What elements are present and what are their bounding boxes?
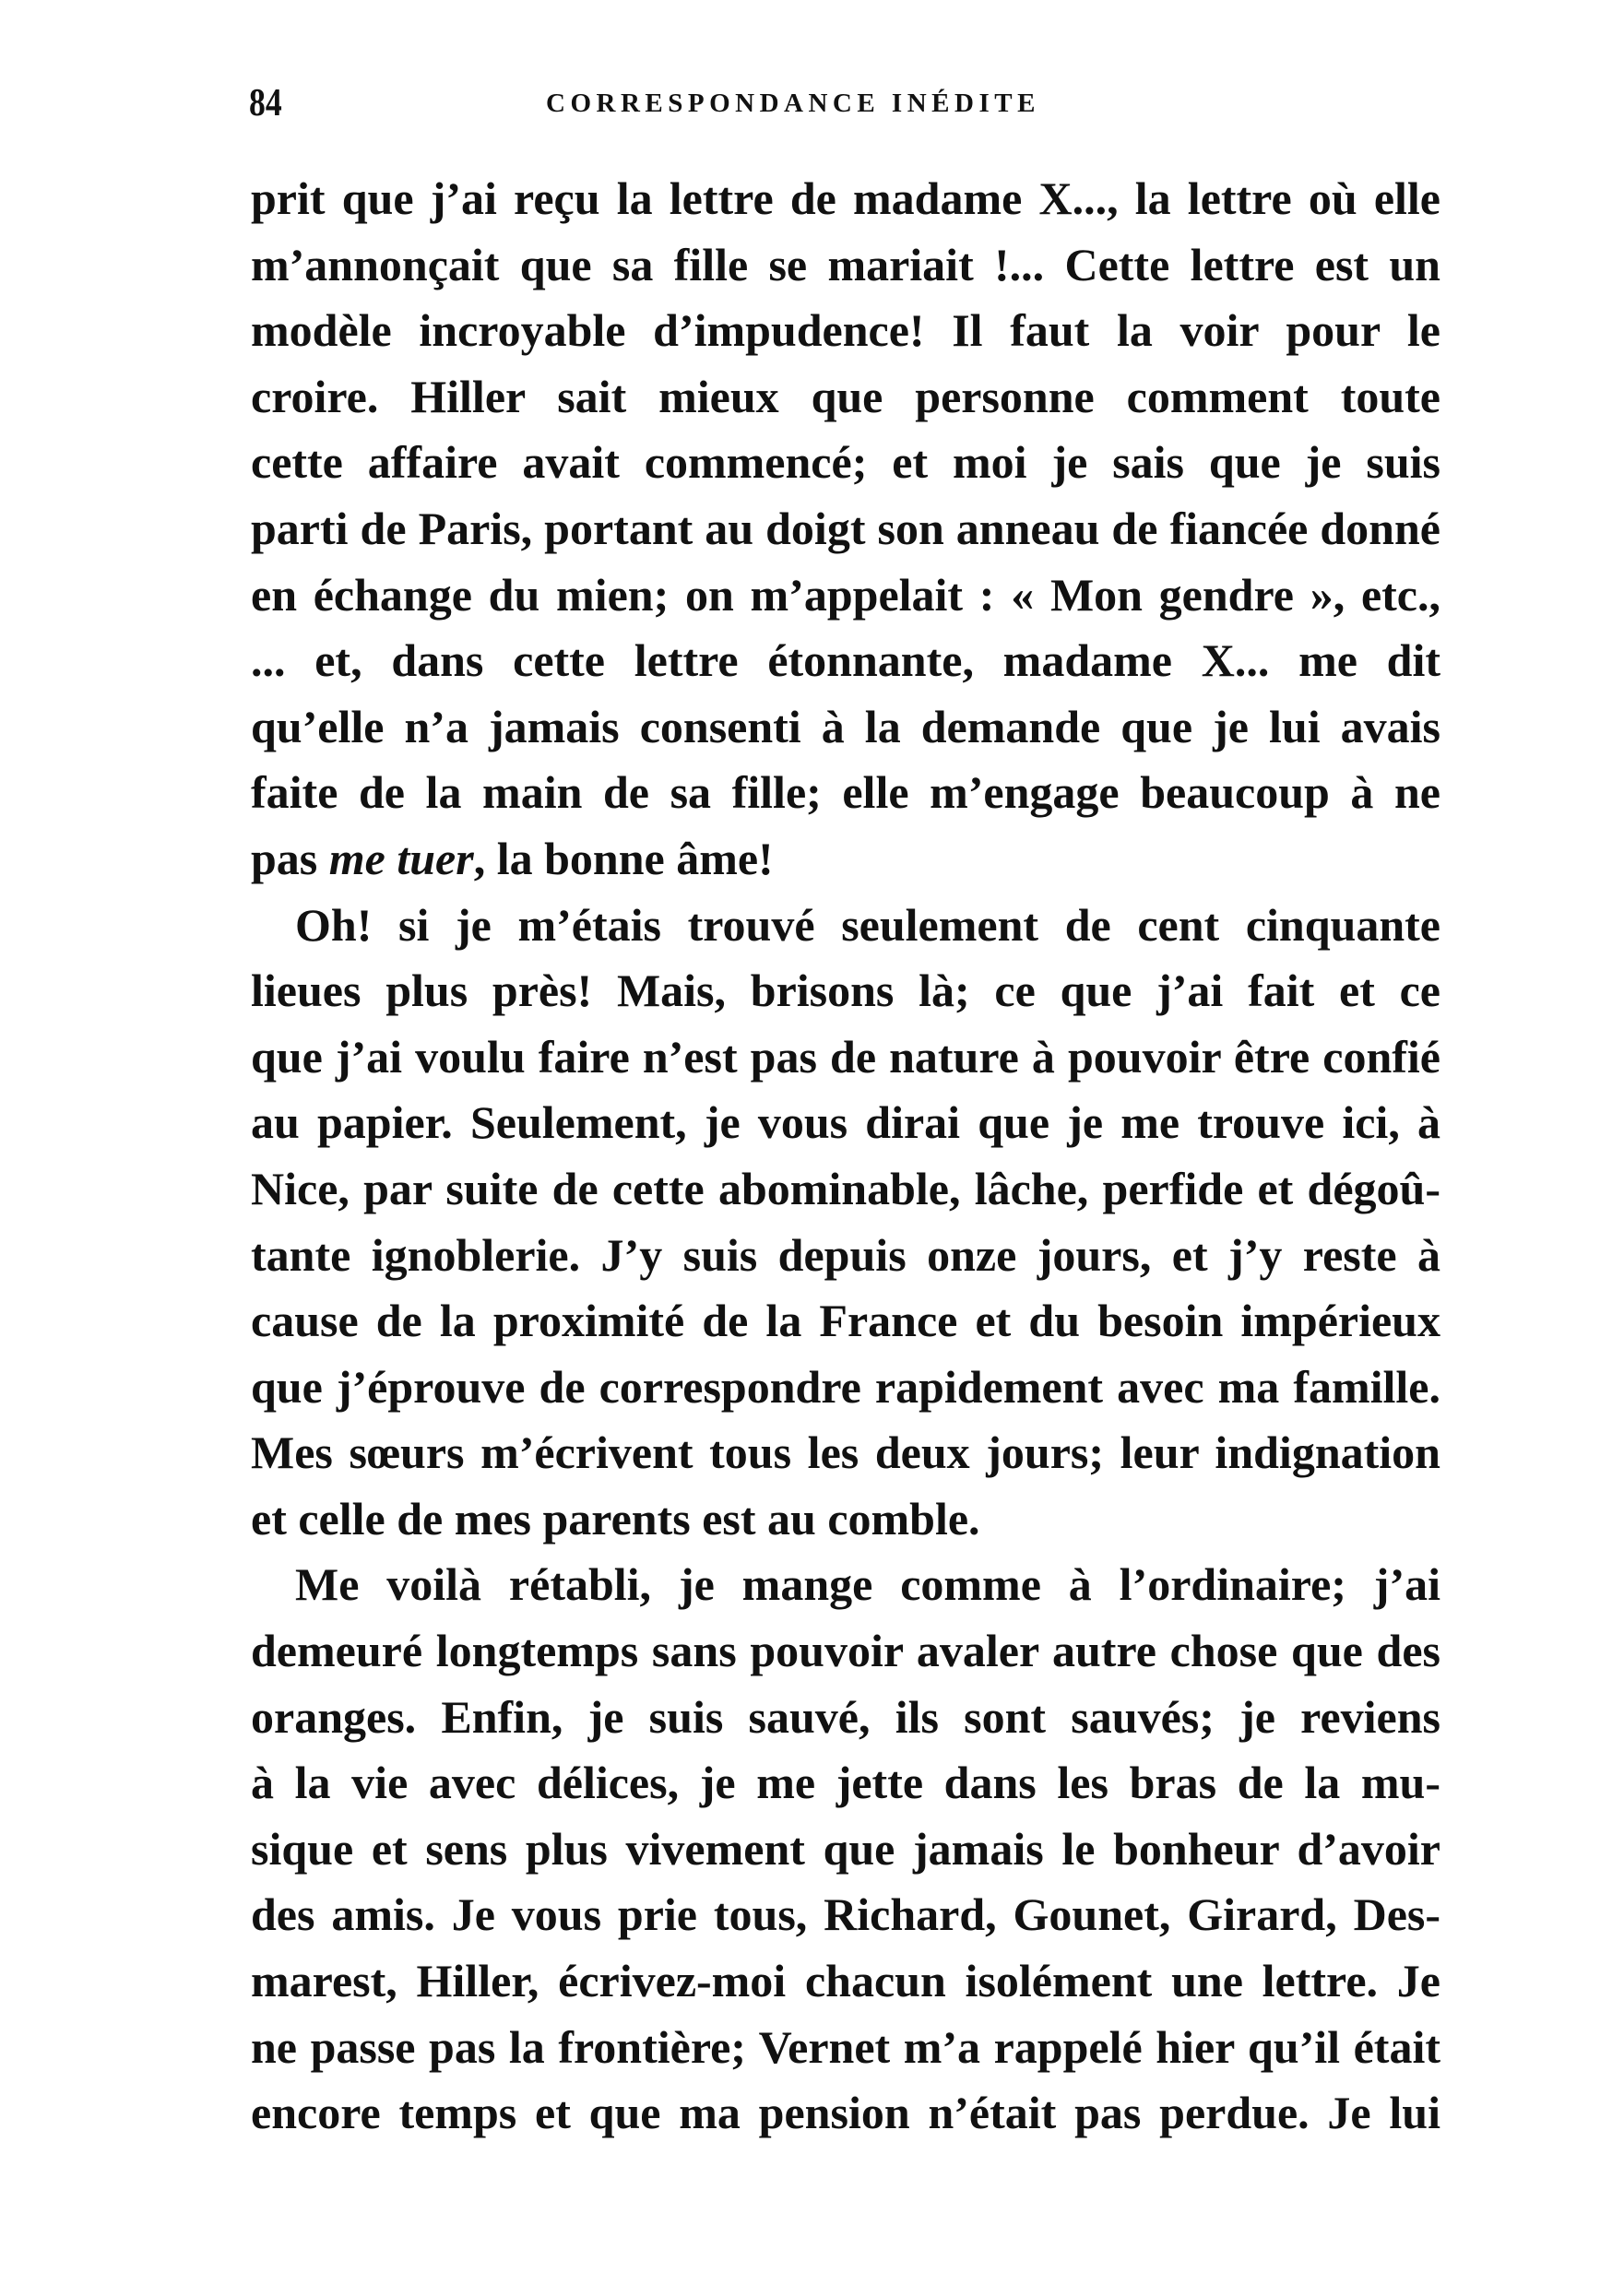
text-line: pas me tuer, la bonne âme! — [251, 832, 774, 884]
text-line: demeuré longtemps sans pouvoir avaler autre chose que des — [251, 1625, 1440, 1677]
paragraph-1 — [251, 166, 1440, 893]
page-number: 84 — [249, 82, 282, 124]
italic-emphasis: me tuer — [328, 832, 474, 884]
text-line: ne passe pas la frontière; Vernet m’a rappelé hier qu’il était — [251, 2020, 1440, 2073]
text-line: Oh! si je m’étais trouvé seulement de cent cinquante — [295, 898, 1440, 951]
text-line: que j’éprouve de correspondre rapidement avec ma famille. — [251, 1360, 1440, 1413]
paragraph-2 — [251, 893, 1440, 1553]
text-line: m’annonçait que sa fille se mariait !... Cette lettre est un — [251, 238, 1440, 290]
text-line: cause de la proximité de la France et du besoin impérieux — [251, 1295, 1440, 1347]
text-line: faite de la main de sa fille; elle m’engage beaucoup à ne — [251, 766, 1440, 819]
text-line: en échange du mien; on m’appelait : « Mon gendre », etc., — [251, 568, 1440, 621]
text-line: encore temps et que ma pension n’était pas perdue. Je lui — [251, 2087, 1440, 2139]
text-line: Nice, par suite de cette abominable, lâche, perfide et dégoû- — [251, 1162, 1440, 1214]
text-line: des amis. Je vous prie tous, Richard, Gounet, Girard, Des- — [251, 1888, 1440, 1941]
text-line: et celle de mes parents est au comble. — [251, 1492, 980, 1544]
body-text — [251, 166, 1440, 2147]
text-line: modèle incroyable d’impudence! Il faut la voir pour le — [251, 304, 1440, 357]
text-line: parti de Paris, portant au doigt son anneau de fiancée donné — [251, 502, 1440, 554]
text-line: qu’elle n’a jamais consenti à la demande que je lui avais — [251, 700, 1440, 752]
text-line: ... et, dans cette lettre étonnante, madame X... me dit — [251, 634, 1440, 687]
running-title: CORRESPONDANCE INÉDITE — [546, 89, 1040, 118]
text-line: à la vie avec délices, je me jette dans les bras de la mu- — [251, 1757, 1440, 1809]
text-line: que j’ai voulu faire n’est pas de nature à pouvoir être confié — [251, 1030, 1440, 1083]
text-line: croire. Hiller sait mieux que personne comment toute — [251, 370, 1440, 422]
text-line: Me voilà rétabli, je mange comme à l’ordinaire; j’ai — [295, 1558, 1440, 1611]
text-line: lieues plus près! Mais, brisons là; ce que j’ai fait et ce — [251, 965, 1440, 1017]
text-line: marest, Hiller, écrivez-moi chacun isolément une lettre. Je — [251, 1955, 1440, 2007]
text-line: prit que j’ai reçu la lettre de madame X..., la lettre où elle — [251, 172, 1440, 224]
text-line: Mes sœurs m’écrivent tous les deux jours; leur indignation — [251, 1426, 1440, 1479]
text-line: oranges. Enfin, je suis sauvé, ils sont sauvés; je reviens — [251, 1690, 1440, 1743]
paragraph-3 — [251, 1552, 1440, 2146]
text-line: cette affaire avait commencé; et moi je sais que je suis — [251, 436, 1440, 489]
text-line: au papier. Seulement, je vous dirai que je me trouve ici, à — [251, 1096, 1440, 1149]
text-line: tante ignoblerie. J’y suis depuis onze jours, et j’y reste à — [251, 1228, 1440, 1281]
text-line: sique et sens plus vivement que jamais le bonheur d’avoir — [251, 1822, 1440, 1875]
